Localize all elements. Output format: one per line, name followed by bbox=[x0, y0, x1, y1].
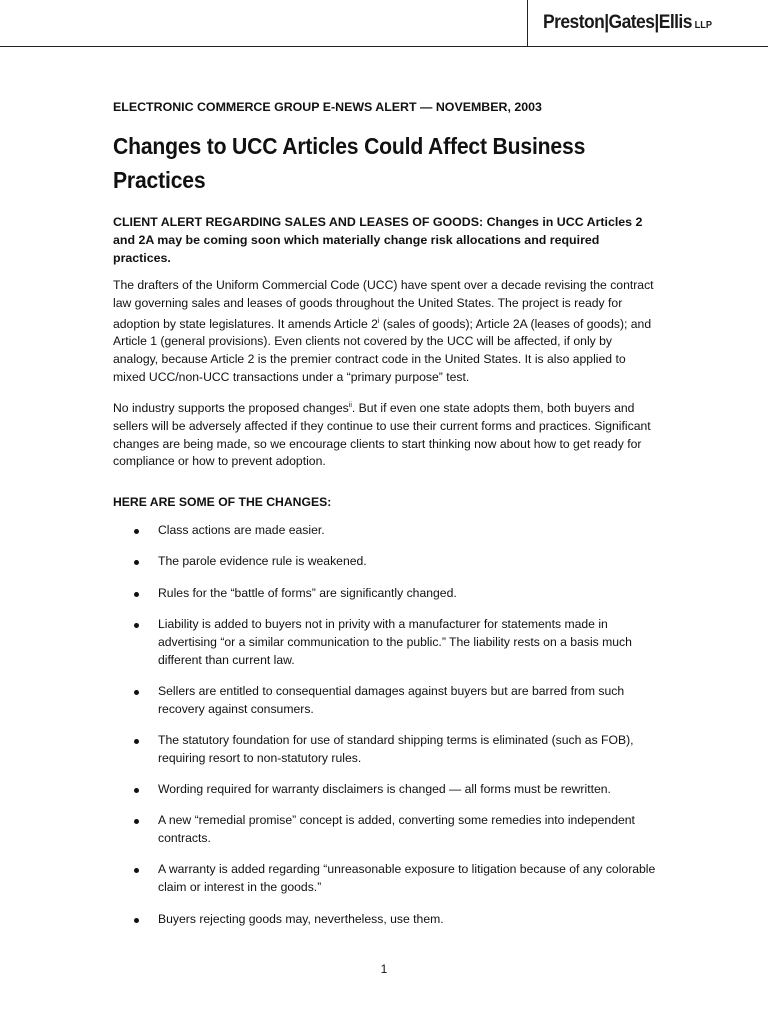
change-text: Class actions are made easier. bbox=[158, 523, 325, 538]
change-item bbox=[113, 911, 658, 929]
change-item bbox=[113, 812, 658, 848]
change-text: A warranty is added regarding “unreasonable exposure to litigation because of any colorable claim or interest in the goods.” bbox=[158, 862, 656, 895]
intro-paragraph bbox=[113, 277, 658, 387]
change-item bbox=[113, 585, 658, 603]
bullet-icon bbox=[134, 788, 139, 793]
firm-logo bbox=[543, 12, 712, 34]
intro-text-2: (sales of goods); Article 2A (leases of goods); and Article 1 (general provisions). Even clients not covered by the UCC will be affected, if only by analogy, because Article 2 is the premier contract code in the United States. It is also applied to mixed UCC/non-UCC transactions under a “primary purpose” test. bbox=[113, 316, 652, 385]
document-title: Changes to UCC Articles Could Affect Business Practices bbox=[113, 133, 586, 193]
changes-heading: HERE ARE SOME OF THE CHANGES: bbox=[113, 495, 332, 510]
bullet-icon bbox=[134, 918, 139, 923]
changes-list bbox=[113, 522, 658, 928]
intro-text-1: The drafters of the Uniform Commercial Code (UCC) have spent over a decade revising the contract law governing sales and leases of goods throughout the United States. The project is ready for adoption by state legislatures. It amends Article 2 bbox=[113, 278, 654, 331]
change-text: The statutory foundation for use of standard shipping terms is eliminated (such as FOB), requiring resort to non-statutory rules. bbox=[158, 732, 634, 765]
bullet-icon bbox=[134, 592, 139, 597]
firm-suffix: LLP bbox=[694, 20, 713, 31]
newsletter-kicker: ELECTRONIC COMMERCE GROUP E-NEWS ALERT — NOVEMBER, 2003 bbox=[113, 100, 542, 114]
bullet-icon bbox=[134, 623, 139, 628]
document-body bbox=[113, 99, 658, 942]
bullet-icon bbox=[134, 690, 139, 695]
change-text: The parole evidence rule is weakened. bbox=[158, 554, 367, 569]
bullet-icon bbox=[134, 868, 139, 873]
letterhead-divider bbox=[527, 0, 528, 46]
footnote-marker-ii[interactable]: ii bbox=[348, 401, 352, 409]
change-text: Wording required for warranty disclaimers is changed — all forms must be rewritten. bbox=[158, 782, 611, 797]
change-item bbox=[113, 732, 658, 768]
bullet-icon bbox=[134, 560, 139, 565]
change-text: Sellers are entitled to consequential damages against buyers but are barred from such recovery against consumers. bbox=[158, 683, 625, 716]
change-item bbox=[113, 683, 658, 719]
firm-name: Preston|Gates|Ellis bbox=[543, 12, 692, 33]
bullet-icon bbox=[134, 819, 139, 824]
change-item bbox=[113, 553, 658, 571]
change-item bbox=[113, 616, 658, 669]
bullet-icon bbox=[134, 529, 139, 534]
client-alert-summary: CLIENT ALERT REGARDING SALES AND LEASES OF GOODS: Changes in UCC Articles 2 and 2A may be coming soon which materially change risk allocations and required practices. bbox=[113, 215, 643, 265]
change-text: Buyers rejecting goods may, nevertheless, use them. bbox=[158, 911, 444, 926]
page-number: 1 bbox=[380, 962, 388, 976]
industry-text-1: No industry supports the proposed changes bbox=[113, 400, 349, 415]
change-item bbox=[113, 861, 658, 897]
letterhead bbox=[0, 0, 768, 47]
change-text: A new “remedial promise” concept is added, converting some remedies into independent contracts. bbox=[158, 813, 635, 846]
industry-paragraph bbox=[113, 397, 658, 471]
change-text: Rules for the “battle of forms” are significantly changed. bbox=[158, 585, 457, 600]
footnote-marker-i[interactable]: i bbox=[377, 317, 380, 325]
change-item bbox=[113, 522, 658, 540]
change-text: Liability is added to buyers not in privity with a manufacturer for statements made in advertising “or a similar communication to the public.” The liability rests on a basis much different than current law. bbox=[158, 616, 632, 667]
bullet-icon bbox=[134, 739, 139, 744]
change-item bbox=[113, 781, 658, 799]
industry-text-2: . But if even one state adopts them, both buyers and sellers will be adversely affected if they continue to use their current forms and practices. Significant changes are being made, so we encourage clients to start thinking now about how to get ready for compliance or how to prevent adoption. bbox=[113, 400, 651, 469]
